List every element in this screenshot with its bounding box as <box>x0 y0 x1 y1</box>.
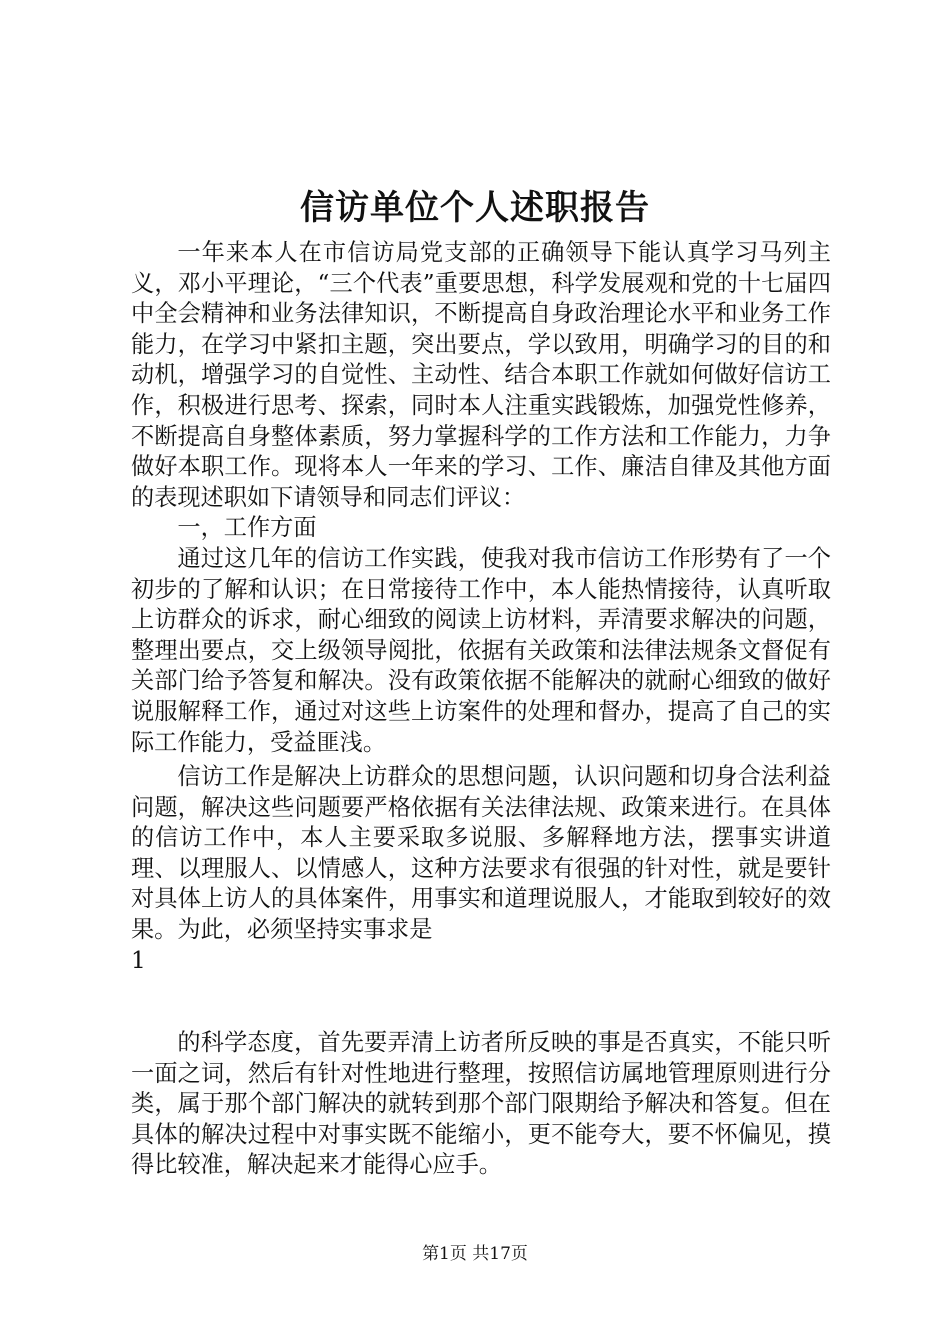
paragraph-petition-work: 信访工作是解决上访群众的思想问题，认识问题和切身合法利益问题，解决这些问题要严格依据有关法律法规、政策来进行。在具体的信访工作中，本人主要采取多说服、多解释地方法，摆事实讲道理、以理服人、以情感人，这种方法要求有很强的针对性，就是要针对具体上访人的具体案件，用事实和道理说服人，才能取到较好的效果。为此，必须坚持实事求是 <box>131 763 831 944</box>
inline-page-marker: 1 <box>131 946 146 974</box>
document-title: 信访单位个人述职报告 <box>300 188 650 228</box>
paragraph-work-practice: 通过这几年的信访工作实践，使我对我市信访工作形势有了一个初步的了解和认识；在日常接待工作中，本人能热情接待，认真听取上访群众的诉求，耐心细致的阅读上访材料，弄清要求解决的问题，整理出要点，交上级领导阅批，依据有关政策和法律法规条文督促有关部门给予答复和解决。没有政策依据不能解决的就耐心细致的做好说服解释工作，通过对这些上访案件的处理和督办，提高了自己的实际工作能力，受益匪浅。 <box>131 544 831 756</box>
document-body <box>131 238 831 976</box>
document-body-continued <box>131 1028 831 1181</box>
paragraph-continuation: 的科学态度，首先要弄清上访者所反映的事是否真实，不能只听一面之词，然后有针对性地进行整理，按照信访属地管理原则进行分类，属于那个部门解决的就转到那个部门限期给予解决和答复。但在具体的解决过程中对事实既不能缩小，更不能夸大，要不怀偏见，摸得比较准，解决起来才能得心应手。 <box>131 1029 831 1179</box>
section-heading-work: 一，工作方面 <box>177 514 317 542</box>
page-footer: 第1页 共17页 <box>422 1244 528 1264</box>
paragraph-intro: 一年来本人在市信访局党支部的正确领导下能认真学习马列主义，邓小平理论，“三个代表”重要思想，科学发展观和党的十七届四中全会精神和业务法律知识，不断提高自身政治理论水平和业务工作能力，在学习中紧扣主题，突出要点，学以致用，明确学习的目的和动机，增强学习的自觉性、主动性、结合本职工作就如何做好信访工作，积极进行思考、探索，同时本人注重实践锻炼，加强党性修养，不断提高自身整体素质，努力掌握科学的工作方法和工作能力，力争做好本职工作。现将本人一年来的学习、工作、廉洁自律及其他方面的表现述职如下请领导和同志们评议： <box>131 239 831 511</box>
